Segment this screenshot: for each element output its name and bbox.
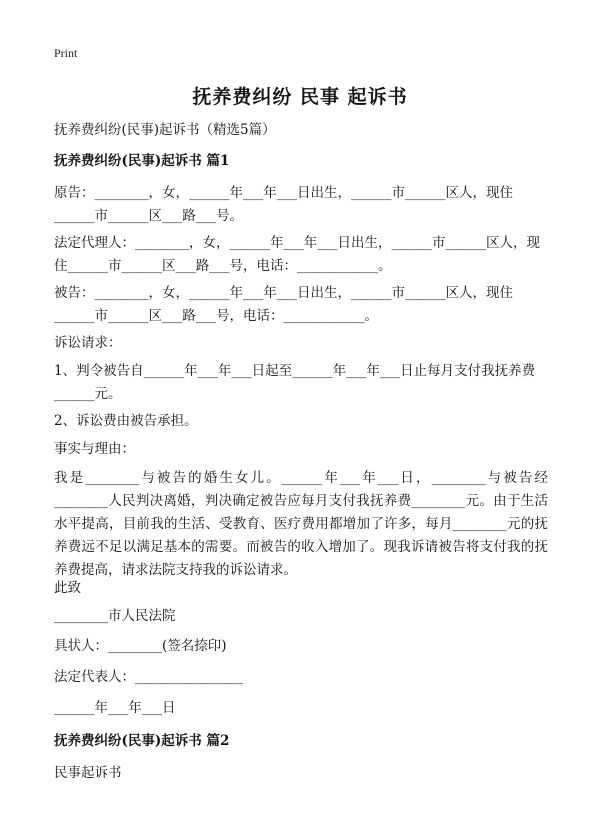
- agent-line-2: 住______市______区___路___号，电话：____________。: [54, 258, 392, 274]
- plaintiff-line-2: ______市______区___路___号。: [54, 208, 243, 224]
- legal-representative-line: 法定代表人：________________: [54, 669, 243, 685]
- facts-heading: 事实与理由：: [54, 441, 135, 457]
- claims-heading: 诉讼请求：: [54, 335, 122, 351]
- claim-2: 2、诉讼费由被告承担。: [54, 413, 198, 429]
- signer-line: 具状人：________(签名捺印): [54, 638, 227, 654]
- plaintiff-line-1: 原告：________，女，______年___年___日出生，______市______区人，现住: [54, 185, 513, 201]
- defendant-line-1: 被告：________，女，______年___年___日出生，______市______区人，现住: [54, 285, 513, 301]
- agent-line-1: 法定代理人：________，女，______年___年___日出生，______市______区人，现: [54, 235, 540, 251]
- defendant-line-2: ______市______区___路___号，电话：____________。: [54, 308, 378, 324]
- print-link[interactable]: Print: [54, 46, 78, 60]
- section-2-heading: 抚养费纠纷(民事)起诉书 篇2: [54, 733, 230, 749]
- court-line: ________市人民法院: [54, 608, 176, 624]
- section-2-subtitle: 民事起诉书: [54, 765, 122, 781]
- closing-text: 此致: [54, 580, 81, 596]
- facts-body: 我是________与被告的婚生女儿。______年___年___日，________与被告经________人民判决离婚，判决确定被告应每月支付我抚养费________元。由于生活水平提高，目前我的生活、受教育、医疗费用都增加了许多，每月________元的抚养费远不足以满足基本的需要。而被告的收入增加了。现我诉请被告将支付我的抚养费提高，请求法院支持我的诉讼请求。: [54, 470, 548, 578]
- document-title: 抚养费纠纷 民事 起诉书: [192, 86, 408, 108]
- claim-1-line-1: 1、判令被告自______年___年___日起至______年___年___日止每月支付我抚养费: [54, 363, 536, 379]
- date-line: ______年___年___日: [54, 700, 176, 716]
- claim-1-line-2: ______元。: [54, 386, 122, 402]
- section-1-heading: 抚养费纠纷(民事)起诉书 篇1: [54, 153, 230, 169]
- document-subtitle: 抚养费纠纷(民事)起诉书（精选5篇）: [54, 122, 276, 138]
